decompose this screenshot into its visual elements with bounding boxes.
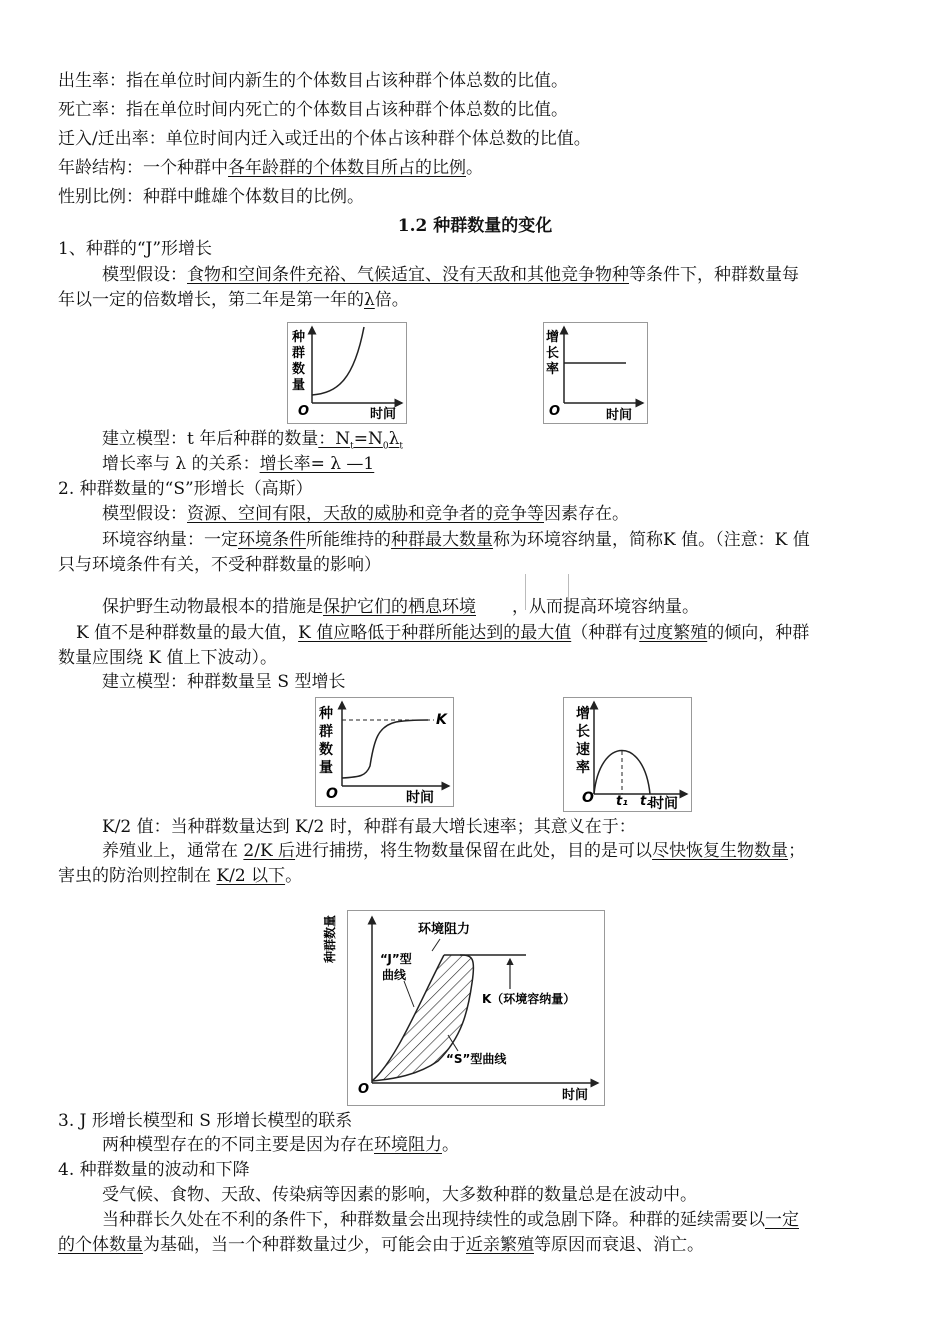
def-sex-ratio: 性别比例：种群中雌雄个体数目的比例。 <box>58 187 364 207</box>
fluc-text-1: 受气候、食物、天敌、传染病等因素的影响，大多数种群的数量总是在波动中。 <box>102 1185 697 1205</box>
y-label-char: 率 <box>576 760 590 776</box>
y-label-char: 数 <box>319 742 333 758</box>
j-curve-label: “J”型 <box>380 952 412 966</box>
x-axis-label: 时间 <box>406 790 434 806</box>
x-axis-label: 时间 <box>606 408 633 423</box>
s-k-note: K 值不是种群数量的最大值，K 值应略低于种群所能达到的最大值（种群有过度繁殖的倾向，种群 <box>76 623 810 643</box>
x-axis-label: 时间 <box>562 1088 589 1103</box>
y-label-char: 速 <box>576 742 590 758</box>
j-curve-label-2: 曲线 <box>382 968 407 982</box>
fluc-text-2: 当种群长久处在不利的条件下，种群数量会出现持续性的或急剧下降。种群的延续需要以一定 <box>102 1210 799 1230</box>
s-protect: 保护野生动物最根本的措施是保护它们的栖息环境 ，从而提高环境容纳量。 <box>102 597 699 617</box>
y-label-char: 数 <box>292 362 306 377</box>
def-age-structure: 年龄结构：一个种群中各年龄群的个体数目所占的比例。 <box>58 158 483 178</box>
t2-label: t₂ <box>640 794 652 809</box>
y-label-char: 长 <box>546 346 560 361</box>
y-label-char: 种 <box>292 330 306 345</box>
y-label-char: 群 <box>319 724 333 740</box>
s-capacity: 环境容纳量：一定环境条件所能维持的种群最大数量称为环境容纳量，简称K 值。（注意：K 值 <box>102 530 810 550</box>
s-curve-figure <box>315 697 454 807</box>
j-heading: 1、种群的“J”形增长 <box>58 239 213 259</box>
fluc-text-3: 的个体数量为基础，当一个种群数量过少，可能会由于近亲繁殖等原因而衰退、消亡。 <box>58 1235 704 1255</box>
y-label-char: 增 <box>576 706 590 722</box>
s-curve-label: “S”型曲线 <box>446 1052 507 1066</box>
capacity-label: K（环境容纳量） <box>482 992 576 1006</box>
rel-text: 两种模型存在的不同主要是因为存在环境阻力。 <box>102 1135 459 1155</box>
resistance-label: 环境阻力 <box>418 922 471 937</box>
s-growth-speed-figure <box>563 697 692 812</box>
x-axis-label: 时间 <box>370 407 397 422</box>
j-rate-lambda: 增长率与 λ 的关系：增长率= λ —1 <box>102 454 375 474</box>
s-heading: 2. 种群数量的“S”形增长（高斯） <box>58 479 313 499</box>
y-label-char: 群 <box>292 346 306 361</box>
def-migration-rate: 迁入/迁出率：单位时间内迁入或迁出的个体占该种群个体总数的比值。 <box>58 129 591 149</box>
y-label-char: 种 <box>319 706 333 722</box>
j-assumption-cont: 年以一定的倍数增长，第二年是第一年的λ倍。 <box>58 290 409 310</box>
origin-label: O <box>582 790 594 806</box>
s-pest-control: 害虫的防治则控制在 K/2 以下。 <box>58 866 303 886</box>
origin-label: O <box>298 404 310 419</box>
s-capacity-cont: 只与环境条件有关，不受种群数量的影响） <box>58 555 381 575</box>
j-build-model: 建立模型：t 年后种群的数量：$N_t=N_0\lambda_t$ <box>102 429 404 452</box>
y-label-char: 量 <box>319 760 333 776</box>
origin-label: O <box>549 404 561 419</box>
k-label: K <box>436 712 447 728</box>
y-label-char: 长 <box>576 724 590 740</box>
def-birth-rate: 出生率：指在单位时间内新生的个体数目占该种群个体总数的比值。 <box>58 71 568 91</box>
y-axis-label: 种群数量 <box>323 914 337 963</box>
s-assumption: 模型假设：资源、空间有限，天敌的威胁和竞争者的竞争等因素存在。 <box>102 504 629 524</box>
origin-label: O <box>358 1082 370 1097</box>
j-assumption: 模型假设：食物和空间条件充裕、气候适宜、没有天敌和其他竞争物种等条件下，种群数量每 <box>102 265 799 285</box>
j-s-comparison-figure <box>323 910 605 1106</box>
t1-label: t₁ <box>616 794 628 809</box>
rel-heading: 3. J 形增长模型和 S 形增长模型的联系 <box>58 1111 353 1131</box>
s-farming: 养殖业上，通常在 2/K 后进行捕捞，将生物数量保留在此处，目的是可以尽快恢复生物数量； <box>102 841 806 861</box>
section-title: 1.2 种群数量的变化 <box>397 216 553 236</box>
s-k-note-cont: 数量应围绕 K 值上下波动）。 <box>58 648 278 668</box>
j-growth-rate-figure <box>543 322 648 424</box>
y-label-char: 率 <box>546 362 560 377</box>
y-label-char: 量 <box>292 378 306 393</box>
def-death-rate: 死亡率：指在单位时间内死亡的个体数目占该种群个体总数的比值。 <box>58 100 568 120</box>
s-build-model: 建立模型：种群数量呈 S 型增长 <box>102 672 346 692</box>
s-k-half: K/2 值：当种群数量达到 K/2 时，种群有最大增长速率；其意义在于： <box>102 817 636 837</box>
fluc-heading: 4. 种群数量的波动和下降 <box>58 1160 250 1180</box>
origin-label: O <box>326 786 338 802</box>
y-label-char: 增 <box>546 330 560 345</box>
j-curve-figure <box>287 322 407 424</box>
x-axis-label: 时间 <box>650 796 678 812</box>
